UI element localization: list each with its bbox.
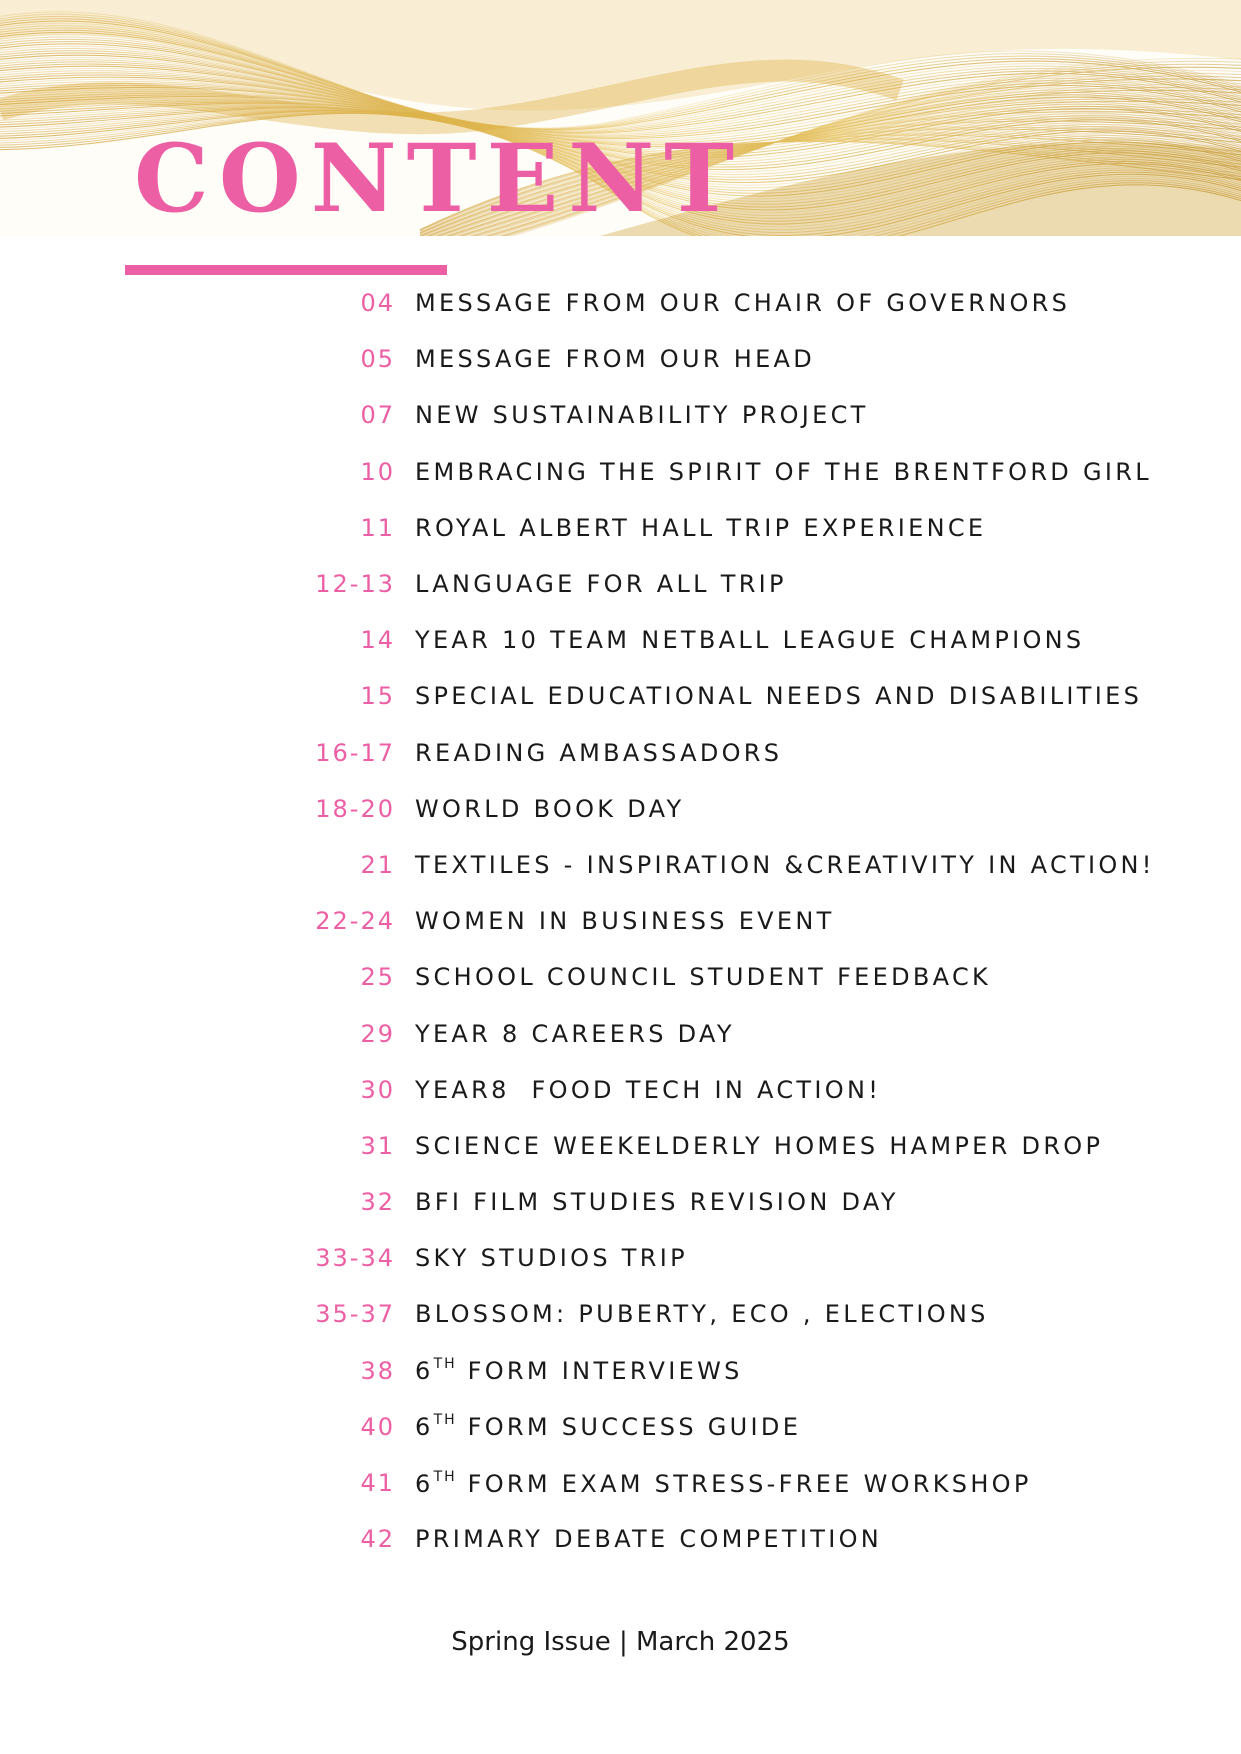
toc-entry-title: ROYAL ALBERT HALL TRIP EXPERIENCE: [415, 513, 987, 542]
toc-entry[interactable]: [0, 1511, 1241, 1567]
toc-entry-title: BLOSSOM: PUBERTY, ECO , ELECTIONS: [415, 1300, 989, 1329]
toc-entry-title: YEAR 8 CAREERS DAY: [415, 1019, 735, 1048]
toc-entry[interactable]: [0, 556, 1241, 612]
toc-title-prefix: 6: [415, 1469, 434, 1498]
toc-page-number: 21: [360, 850, 395, 879]
toc-entry[interactable]: [0, 331, 1241, 387]
toc-title-prefix: 6: [415, 1357, 434, 1386]
toc-page-number: 11: [360, 513, 395, 542]
toc-page-number: 29: [360, 1019, 395, 1048]
toc-entry-title: YEAR8 FOOD TECH IN ACTION!: [415, 1075, 882, 1104]
toc-entry[interactable]: [0, 837, 1241, 893]
toc-entry[interactable]: [0, 893, 1241, 949]
table-of-contents: [0, 275, 1241, 1567]
toc-entry-title: TEXTILES - INSPIRATION &CREATIVITY IN ACTION!: [415, 850, 1155, 879]
toc-entry-title: NEW SUSTAINABILITY PROJECT: [415, 401, 869, 430]
toc-entry-title: LANGUAGE FOR ALL TRIP: [415, 570, 787, 599]
toc-entry-title: MESSAGE FROM OUR CHAIR OF GOVERNORS: [415, 289, 1071, 318]
toc-entry[interactable]: [0, 612, 1241, 668]
toc-entry[interactable]: [0, 444, 1241, 500]
toc-page-number: 38: [360, 1356, 395, 1385]
toc-entry-title: SCIENCE WEEKELDERLY HOMES HAMPER DROP: [415, 1131, 1104, 1160]
toc-page-number: 10: [360, 457, 395, 486]
toc-page-number: 25: [360, 963, 395, 992]
toc-entry-title: MESSAGE FROM OUR HEAD: [415, 345, 816, 374]
toc-entry-title: WOMEN IN BUSINESS EVENT: [415, 907, 835, 936]
toc-entry[interactable]: [0, 387, 1241, 443]
toc-page-number: 22-24: [315, 907, 395, 936]
toc-page-number: 42: [360, 1525, 395, 1554]
toc-entry[interactable]: [0, 1455, 1241, 1511]
toc-entry-title: EMBRACING THE SPIRIT OF THE BRENTFORD GIRL: [415, 457, 1152, 486]
toc-entry[interactable]: [0, 949, 1241, 1005]
toc-entry-title: YEAR 10 TEAM NETBALL LEAGUE CHAMPIONS: [415, 626, 1085, 655]
toc-entry[interactable]: [0, 725, 1241, 781]
toc-entry-title: WORLD BOOK DAY: [415, 794, 685, 823]
title-underline: [125, 265, 447, 275]
toc-entry-title: SPECIAL EDUCATIONAL NEEDS AND DISABILITIES: [415, 682, 1143, 711]
toc-entry[interactable]: [0, 668, 1241, 724]
footer-issue-label: Spring Issue | March 2025: [451, 1627, 790, 1657]
toc-title-prefix: 6: [415, 1413, 434, 1442]
toc-page-number: 05: [360, 345, 395, 374]
toc-title-text: FORM EXAM STRESS-FREE WORKSHOP: [456, 1469, 1032, 1498]
toc-entry-title: READING AMBASSADORS: [415, 738, 783, 767]
toc-entry[interactable]: [0, 1230, 1241, 1286]
toc-title-text: FORM SUCCESS GUIDE: [456, 1413, 802, 1442]
toc-entry-title: [415, 1469, 1032, 1498]
toc-entry-title: BFI FILM STUDIES REVISION DAY: [415, 1188, 899, 1217]
toc-entry[interactable]: [0, 500, 1241, 556]
toc-page-number: 31: [360, 1131, 395, 1160]
toc-page-number: 12-13: [315, 570, 395, 599]
toc-title-text: FORM INTERVIEWS: [456, 1357, 743, 1386]
toc-entry-title: [415, 1412, 801, 1441]
toc-entry[interactable]: [0, 1005, 1241, 1061]
toc-page-number: 41: [360, 1469, 395, 1498]
toc-page-number: 35-37: [315, 1300, 395, 1329]
toc-entry[interactable]: [0, 1174, 1241, 1230]
toc-entry[interactable]: [0, 1343, 1241, 1399]
toc-entry[interactable]: [0, 1399, 1241, 1455]
toc-title-superscript: TH: [433, 1356, 457, 1373]
toc-entry[interactable]: [0, 275, 1241, 331]
page-title: CONTENT: [134, 124, 745, 234]
toc-page-number: 32: [360, 1188, 395, 1217]
toc-page-number: 14: [360, 626, 395, 655]
toc-entry-title: [415, 1356, 743, 1385]
toc-page-number: 30: [360, 1075, 395, 1104]
toc-entry[interactable]: [0, 1062, 1241, 1118]
toc-page-number: 33-34: [315, 1244, 395, 1273]
toc-page-number: 15: [360, 682, 395, 711]
toc-page-number: 40: [360, 1412, 395, 1441]
toc-title-superscript: TH: [433, 1468, 457, 1485]
toc-entry-title: SCHOOL COUNCIL STUDENT FEEDBACK: [415, 963, 992, 992]
toc-page-number: 16-17: [315, 738, 395, 767]
toc-page-number: 07: [360, 401, 395, 430]
toc-entry[interactable]: [0, 1118, 1241, 1174]
toc-page-number: 04: [360, 289, 395, 318]
toc-title-superscript: TH: [433, 1412, 457, 1429]
toc-entry[interactable]: [0, 781, 1241, 837]
toc-entry-title: PRIMARY DEBATE COMPETITION: [415, 1525, 883, 1554]
toc-entry-title: SKY STUDIOS TRIP: [415, 1244, 688, 1273]
toc-entry[interactable]: [0, 1286, 1241, 1342]
toc-page-number: 18-20: [315, 794, 395, 823]
